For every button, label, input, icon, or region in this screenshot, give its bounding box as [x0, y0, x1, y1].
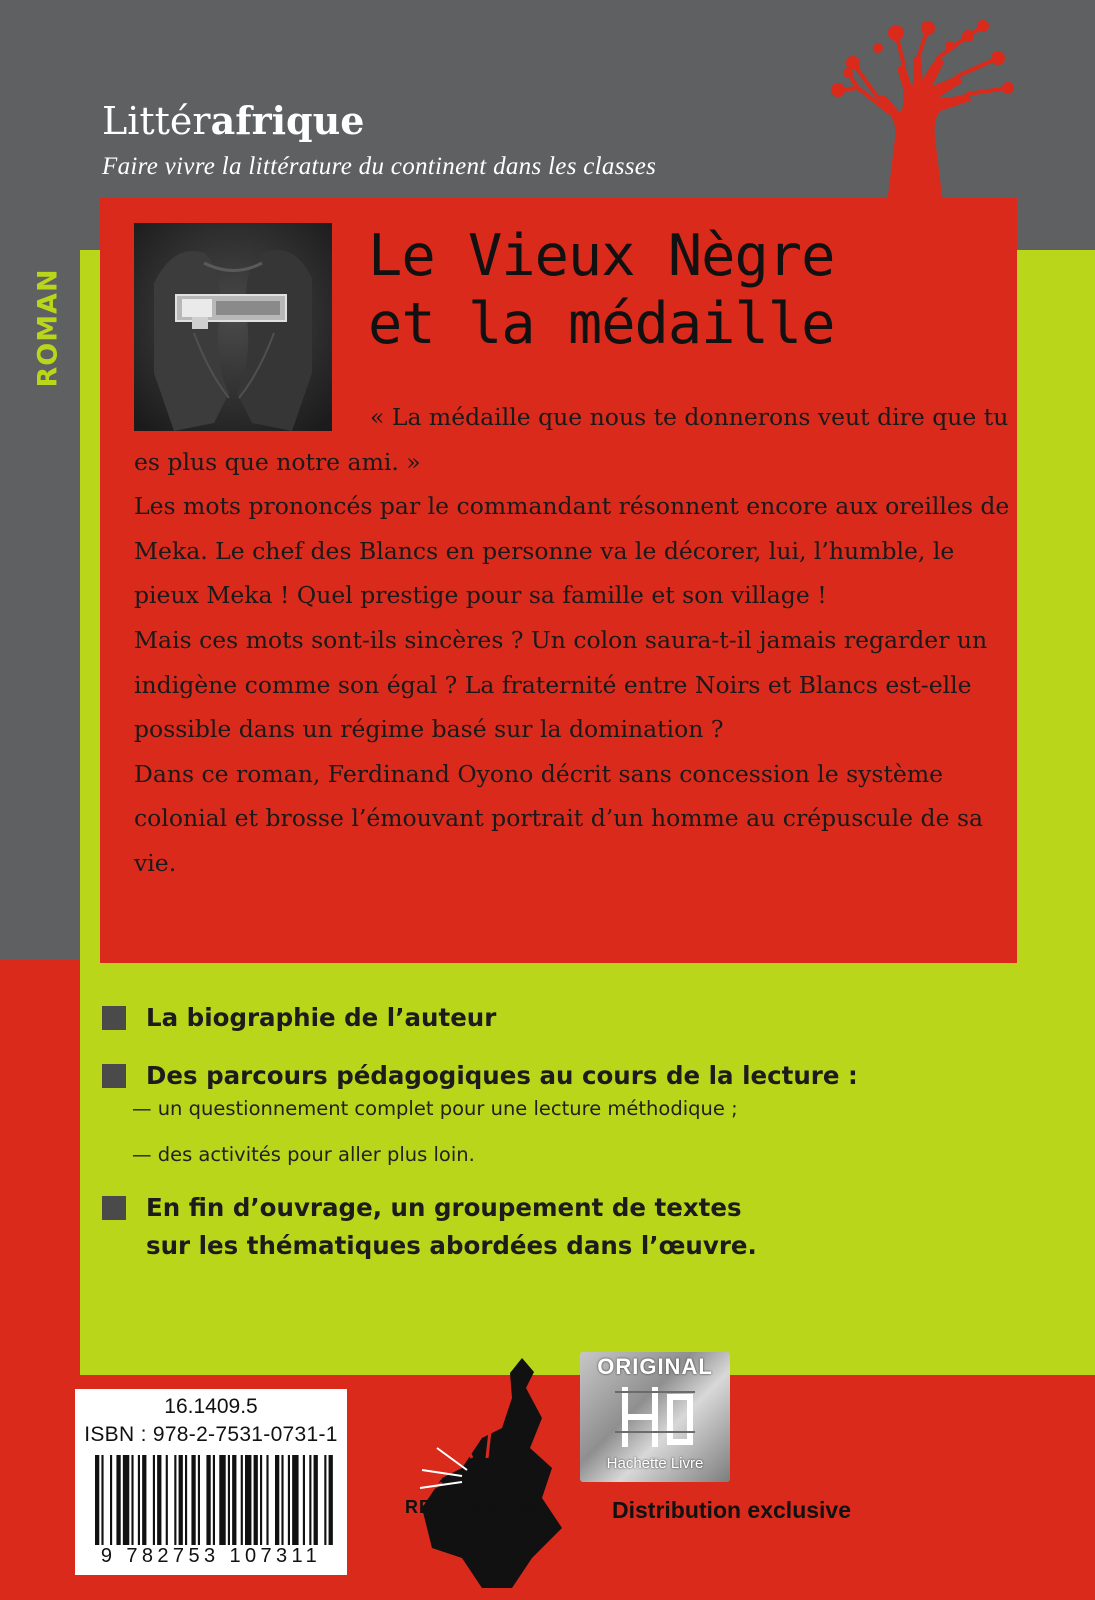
barcode-bar: [174, 1455, 176, 1545]
brand-light: Littér: [102, 99, 211, 143]
barcode-bar: [260, 1455, 262, 1545]
isbn: ISBN : 978-2-7531-0731-1: [84, 1423, 338, 1446]
hachette-mark-icon: [615, 1382, 695, 1452]
barcode-bar: [142, 1455, 146, 1545]
square-bullet-icon: [102, 1064, 126, 1088]
hologram-caption: Hachette Livre: [606, 1455, 704, 1472]
square-bullet-icon: [102, 1196, 126, 1220]
barcode-bar: [281, 1455, 283, 1545]
barcode-bar: [245, 1455, 251, 1545]
feature-title-line-1: En fin d’ouvrage, un groupement de textes: [146, 1193, 742, 1222]
hologram-sticker: [580, 1352, 730, 1482]
collection-tagline: Faire vivre la littérature du continent dans les classes: [102, 153, 657, 180]
barcode-bar: [303, 1455, 305, 1545]
feature-biography: [102, 1000, 1002, 1040]
barcode-bar: [95, 1455, 99, 1545]
barcode-bar: [191, 1455, 195, 1545]
synopsis-paragraph: Les mots prononcés par le commandant résonnent encore aux oreilles de Meka. Le chef des Blancs en personne va le décorer, lui, l’humble, le pieux Meka ! Quel prestige pour sa famille et son village !: [134, 492, 1010, 610]
barcode-bar: [309, 1455, 311, 1545]
synopsis-quote: « La médaille que nous te donnerons veut dire que tu es plus que notre ami. »: [134, 403, 1009, 476]
barcode-bar: [213, 1455, 215, 1545]
barcode-bar: [131, 1455, 133, 1545]
hologram-title: ORIGINAL: [597, 1354, 713, 1379]
barcode-bar: [288, 1455, 290, 1545]
feature-title: La biographie de l’auteur: [146, 1003, 497, 1032]
synopsis: [134, 395, 1014, 886]
title-line-1: Le Vieux Nègre: [368, 223, 835, 289]
square-bullet-icon: [102, 1006, 126, 1030]
title-line-2: et la médaille: [368, 291, 835, 357]
barcode-bar: [153, 1455, 155, 1545]
barcode-bar: [101, 1455, 103, 1545]
barcode-bar: [254, 1455, 258, 1545]
collection-brand: [102, 98, 364, 143]
synopsis-paragraph: Mais ces mots sont-ils sincères ? Un colon saura-t-il jamais regarder un indigène comme son égal ? La fraternité entre Noirs et Blancs est-elle possible dans un régime basé sur la domination ?: [134, 625, 988, 744]
barcode-bar: [324, 1455, 326, 1545]
barcode-bar: [241, 1455, 243, 1545]
feature-texts: [102, 1190, 1002, 1270]
barcode-bar: [185, 1455, 187, 1545]
barcode-bar: [179, 1455, 183, 1545]
synopsis-paragraph: Dans ce roman, Ferdinand Oyono décrit sans concession le système colonial et brosse l’émouvant portrait d’un homme au crépuscule de sa vie.: [134, 759, 984, 877]
spine-label-text: ROMAN: [32, 268, 64, 388]
barcode-bar: [266, 1455, 268, 1545]
feature-pedagogy: [102, 1058, 1002, 1178]
barcode-digits: 9 782753 107311: [100, 1545, 322, 1567]
barcode-bars: [95, 1455, 335, 1545]
barcode-bar: [138, 1455, 140, 1545]
product-code: 16.1409.5: [164, 1395, 258, 1418]
barcode-bar: [275, 1455, 279, 1545]
barcode-bar: [206, 1455, 210, 1545]
barcode-block: [75, 1389, 347, 1575]
barcode-bar: [219, 1455, 225, 1545]
baobab-tree-logo: [818, 18, 1018, 203]
feature-title-line-2: sur les thématiques abordées dans l’œuvre.: [146, 1231, 757, 1260]
brand-bold: afrique: [210, 98, 365, 143]
barcode-bar: [157, 1455, 161, 1545]
barcode-bar: [166, 1455, 168, 1545]
barcode-bar: [329, 1455, 333, 1545]
reprodicam-label: REPRODICAM: [405, 1497, 539, 1517]
reprodicam-logo: [402, 1358, 592, 1588]
barcode-bar: [314, 1455, 318, 1545]
barcode-bar: [228, 1455, 230, 1545]
feature-subitem: — un questionnement complet pour une lecture méthodique ;: [132, 1097, 738, 1120]
barcode-bar: [292, 1455, 298, 1545]
feature-title: Des parcours pédagogiques au cours de la lecture :: [146, 1061, 858, 1090]
spine-label: [28, 258, 68, 398]
barcode-bar: [123, 1455, 129, 1545]
barcode-bar: [232, 1455, 236, 1545]
barcode-bar: [110, 1455, 112, 1545]
barcode-bar: [116, 1455, 120, 1545]
barcode-bar: [198, 1455, 200, 1545]
feature-subitem: — des activités pour aller plus loin.: [132, 1143, 475, 1166]
book-title: [368, 222, 1008, 358]
distribution-label: Distribution exclusive: [612, 1497, 852, 1523]
